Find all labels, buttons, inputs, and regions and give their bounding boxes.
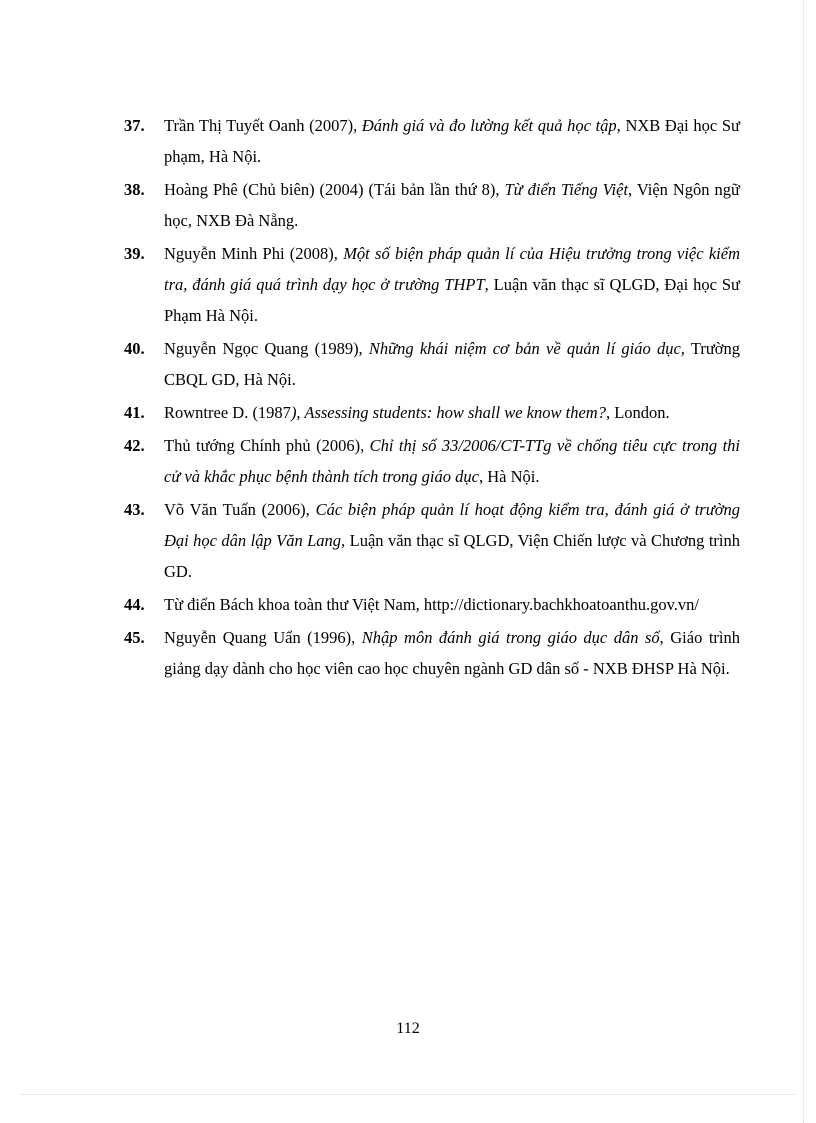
reference-publisher: , Luận văn thạc sĩ QLGD, Đại học Sư Phạm Hà Nội. [164, 275, 740, 325]
reference-item [124, 333, 740, 395]
page-edge-bottom [20, 1094, 796, 1095]
reference-item [124, 589, 740, 620]
reference-item [124, 622, 740, 684]
reference-title: Chỉ thị số 33/2006/CT-TTg về chống tiêu cực trong thi cử và khắc phục bệnh thành tích trong giáo dục [164, 436, 740, 486]
reference-authors: Nguyễn Quang Uẩn (1996), [164, 628, 362, 647]
reference-title: Những khái niệm cơ bản về quản lí giáo dục, [368, 339, 685, 358]
reference-title: Đánh giá và đo lường kết quả học tập [361, 116, 617, 135]
reference-text [164, 589, 740, 620]
reference-title: Một số biện pháp quản lí của Hiệu trưởng trong việc kiểm tra, đánh giá quá trình dạy học ở trường THPT [164, 244, 740, 294]
reference-number: 40. [124, 339, 145, 358]
reference-publisher: , Hà Nội. [478, 467, 540, 486]
reference-authors: Hoàng Phê (Chủ biên) (2004) (Tái bản lần thứ 8), [164, 180, 505, 199]
reference-item [124, 238, 740, 331]
reference-text [164, 494, 740, 587]
reference-number: 41. [124, 403, 145, 422]
reference-text [164, 430, 740, 492]
reference-item [124, 174, 740, 236]
reference-title: Nhập môn đánh giá trong giáo dục dân số, [361, 628, 664, 647]
reference-number: 39. [124, 244, 145, 263]
reference-authors: Từ điển Bách khoa toàn thư Việt Nam, http://dictionary.bachkhoatoanthu.gov.vn/ [164, 595, 700, 614]
reference-item [124, 494, 740, 587]
reference-title: ), Assessing students: how shall we know them? [290, 403, 606, 422]
reference-text [164, 174, 740, 236]
reference-text [164, 333, 740, 395]
reference-item [124, 397, 740, 428]
reference-publisher: , Viện Ngôn ngữ học, NXB Đà Nẵng. [164, 180, 740, 230]
reference-authors: Rowntree D. (1987 [164, 403, 291, 422]
page-edge-right [803, 0, 804, 1123]
reference-authors: Nguyễn Minh Phi (2008), [164, 244, 344, 263]
reference-authors: Trần Thị Tuyết Oanh (2007), [164, 116, 362, 135]
reference-number: 44. [124, 595, 145, 614]
reference-title: Các biện pháp quản lí hoạt động kiểm tra, đánh giá ở trường Đại học dân lập Văn Lang, [164, 500, 741, 550]
reference-title: Từ điển Tiếng Việt [504, 180, 629, 199]
reference-authors: Võ Văn Tuấn (2006), [164, 500, 316, 519]
reference-number: 38. [124, 180, 145, 199]
reference-item [124, 430, 740, 492]
reference-text [164, 238, 740, 331]
reference-text [164, 622, 740, 684]
reference-text [164, 110, 740, 172]
page-number: 112 [396, 1020, 420, 1037]
reference-text [164, 397, 740, 428]
reference-number: 37. [124, 116, 145, 135]
reference-authors: Thủ tướng Chính phủ (2006), [164, 436, 370, 455]
reference-number: 45. [124, 628, 145, 647]
reference-item [124, 110, 740, 172]
reference-authors: Nguyễn Ngọc Quang (1989), [164, 339, 369, 358]
reference-publisher: Luận văn thạc sĩ QLGD, Viện Chiến lược và Chương trình GD. [164, 531, 740, 581]
reference-publisher: Trường CBQL GD, Hà Nội. [164, 339, 740, 389]
reference-publisher: Giáo trình giảng dạy dành cho học viên cao học chuyên ngành GD dân số - NXB ĐHSP Hà Nội. [164, 628, 740, 678]
reference-number: 43. [124, 500, 145, 519]
reference-list [124, 110, 740, 686]
reference-number: 42. [124, 436, 145, 455]
reference-publisher: , NXB Đại học Sư phạm, Hà Nội. [164, 116, 740, 166]
reference-publisher: , London. [605, 403, 670, 422]
